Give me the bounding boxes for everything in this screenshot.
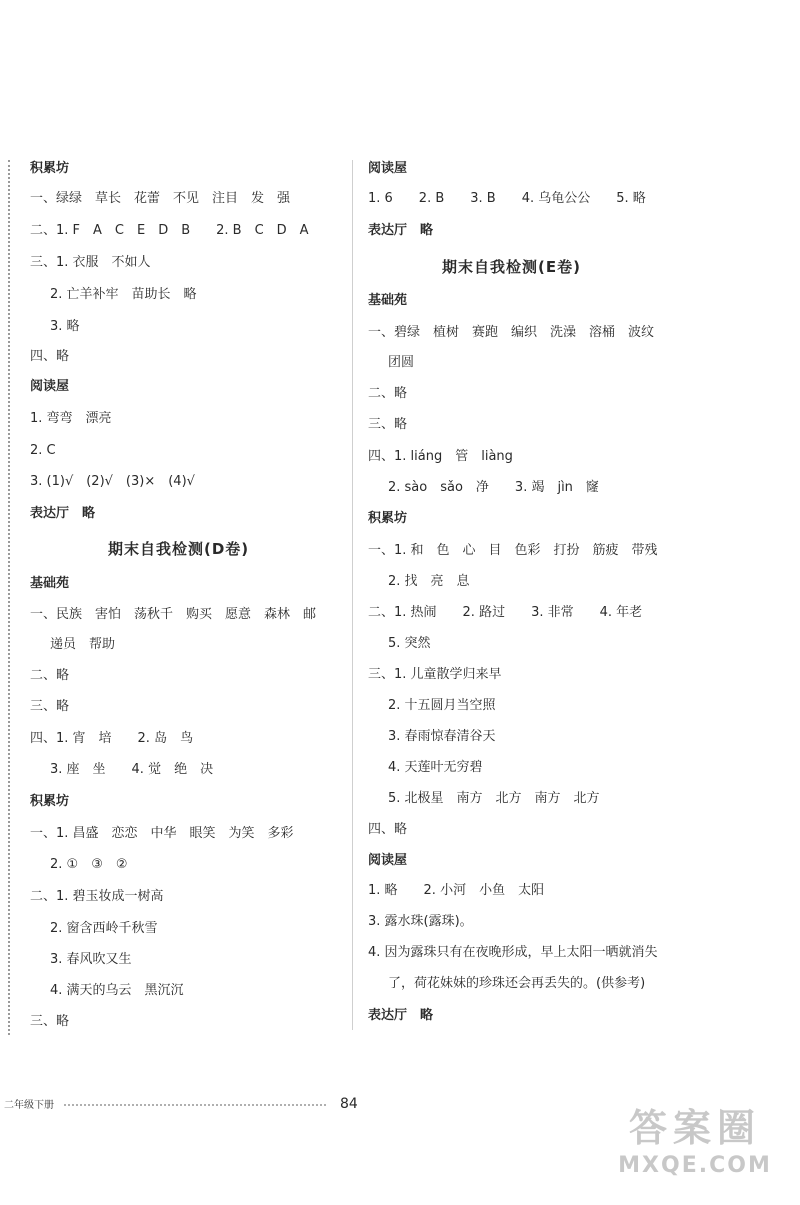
answer-line: 3. 春雨惊春清谷天 (388, 729, 496, 744)
watermark (600, 1105, 790, 1200)
footer-dotted-rule (64, 1104, 326, 1106)
answer-line: 5. 突然 (388, 636, 431, 651)
section-label: 基础苑 (30, 576, 70, 591)
answer-line: 3. 露水珠(露珠)。 (368, 914, 473, 929)
answer-line: 递员 帮助 (50, 637, 116, 652)
answer-line: 3. 座 坐 4. 觉 绝 决 (50, 762, 214, 777)
answer-line: 四、略 (30, 349, 70, 364)
answer-line: 四、1. 宵 培 2. 岛 鸟 (30, 731, 194, 746)
section-label: 表达厅 略 (368, 1008, 434, 1023)
answer-line: 2. ① ③ ② (50, 857, 128, 872)
answer-line: 3. 春风吹又生 (50, 952, 132, 967)
answer-line: 3. (1)√ (2)√ (3)× (4)√ (30, 474, 195, 489)
section-label: 积累坊 (30, 794, 70, 809)
answer-line: 2. sào sǎo 净 3. 竭 jìn 窿 (388, 480, 599, 495)
section-label: 基础苑 (368, 293, 408, 308)
answer-line: 1. 6 2. B 3. B 4. 乌龟公公 5. 略 (368, 191, 646, 206)
grade-label: 二年级下册 (4, 1100, 54, 1111)
answer-line: 二、略 (30, 668, 70, 683)
section-label: 表达厅 略 (368, 223, 434, 238)
answer-line: 三、1. 儿童散学归来早 (368, 667, 502, 682)
answer-line: 一、绿绿 草长 花蕾 不见 注目 发 强 (30, 191, 291, 206)
column-divider (352, 160, 353, 1030)
answer-line: 四、1. liáng 管 liàng (368, 449, 513, 464)
watermark-url: MXQE.COM (618, 1153, 772, 1178)
section-label: 积累坊 (368, 511, 408, 526)
answer-line: 1. 弯弯 漂亮 (30, 411, 112, 426)
answer-line: 4. 天莲叶无穷碧 (388, 760, 483, 775)
answer-line: 3. 略 (50, 319, 80, 334)
binding-margin-dots (8, 160, 10, 1035)
answer-line: 二、1. 碧玉妆成一树高 (30, 889, 164, 904)
test-heading: 期末自我检测(E卷) (442, 258, 581, 276)
answer-line: 1. 略 2. 小河 小鱼 太阳 (368, 883, 545, 898)
answer-line: 一、1. 昌盛 恋恋 中华 眼笑 为笑 多彩 (30, 826, 294, 841)
page-number: 84 (340, 1096, 358, 1112)
answer-line: 一、碧绿 植树 赛跑 编织 洗澡 溶桶 波纹 (368, 325, 655, 340)
answer-line: 2. 亡羊补牢 苗助长 略 (50, 287, 197, 302)
answer-line: 4. 满天的乌云 黑沉沉 (50, 983, 184, 998)
test-heading: 期末自我检测(D卷) (108, 540, 250, 558)
answer-line: 2. 十五圆月当空照 (388, 698, 496, 713)
answer-line: 三、略 (368, 417, 408, 432)
answer-line: 2. C (30, 443, 56, 458)
answer-line: 2. 窗含西岭千秋雪 (50, 921, 158, 936)
answer-line: 二、1. 热闹 2. 路过 3. 非常 4. 年老 (368, 605, 643, 620)
answer-line: 二、1. F A C E D B 2. B C D A (30, 223, 309, 238)
watermark-logo: 答案圈 (628, 1106, 761, 1150)
answer-line: 一、1. 和 色 心 目 色彩 打扮 筋疲 带残 (368, 543, 658, 558)
section-label: 积累坊 (30, 161, 70, 176)
answer-line: 三、略 (30, 1014, 70, 1029)
answer-line: 三、1. 衣服 不如人 (30, 255, 151, 270)
answer-line: 团圆 (388, 355, 415, 370)
answer-line: 四、略 (368, 822, 408, 837)
answer-line: 2. 找 亮 息 (388, 574, 470, 589)
answer-line: 了，荷花妹妹的珍珠还会再丢失的。(供参考) (388, 976, 646, 991)
section-label: 阅读屋 (30, 379, 70, 394)
answer-line: 二、略 (368, 386, 408, 401)
answer-line: 4. 因为露珠只有在夜晚形成，早上太阳一晒就消失 (368, 945, 658, 960)
answer-line: 5. 北极星 南方 北方 南方 北方 (388, 791, 600, 806)
section-label: 表达厅 略 (30, 506, 96, 521)
section-label: 阅读屋 (368, 853, 408, 868)
answer-line: 一、民族 害怕 荡秋千 购买 愿意 森林 邮 (30, 607, 317, 622)
section-label: 阅读屋 (368, 161, 408, 176)
answer-line: 三、略 (30, 699, 70, 714)
